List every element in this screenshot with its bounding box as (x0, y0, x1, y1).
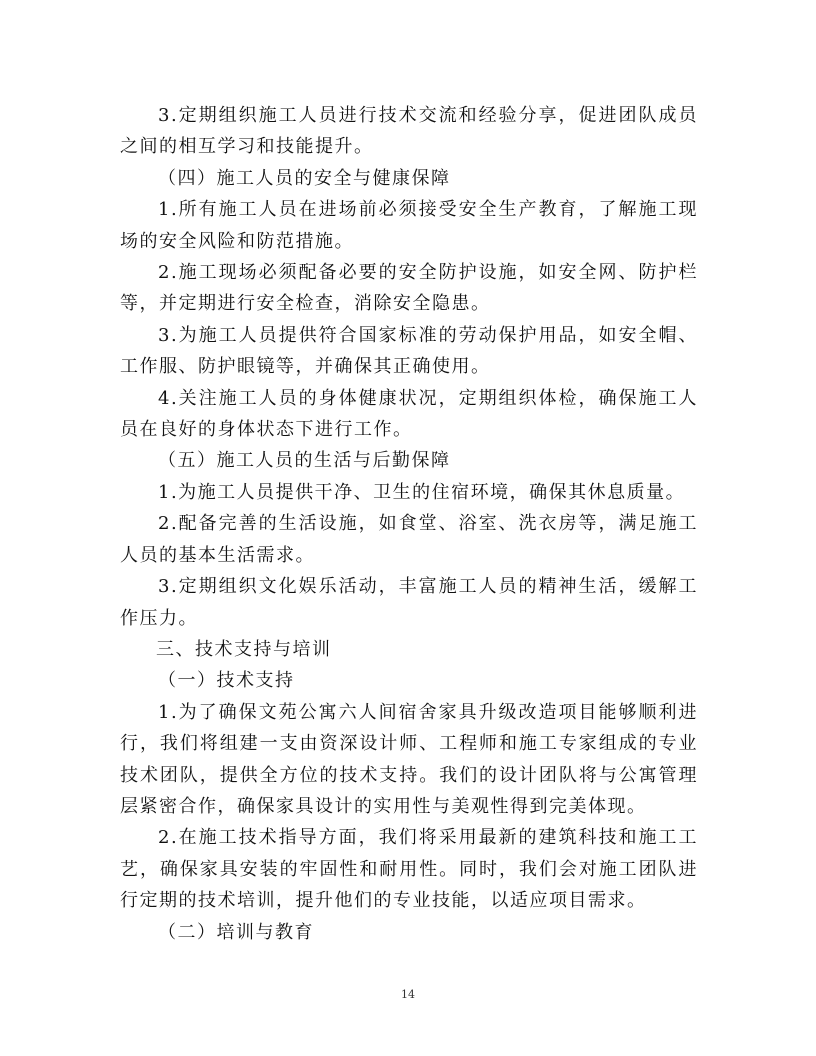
document-body (120, 100, 698, 948)
paragraph-tech-1: 1.为了确保文苑公寓六人间宿舍家具升级改造项目能够顺利进行，我们将组建一支由资深设计师、工程师和施工专家组成的专业技术团队，提供全方位的技术支持。我们的设计团队将与公寓管理层紧密合作，确保家具设计的实用性与美观性得到完美体现。 (120, 701, 698, 817)
section-heading-living: （五）施工人员的生活与后勤保障 (158, 450, 451, 472)
paragraph-safety-4: 4.关注施工人员的身体健康状况，定期组织体检，确保施工人员在良好的身体状态下进行工作。 (120, 387, 698, 441)
chapter-heading-tech-support-training: 三、技术支持与培训 (156, 638, 332, 660)
paragraph-knowledge-sharing: 3.定期组织施工人员进行技术交流和经验分享，促进团队成员之间的相互学习和技能提升。 (120, 105, 698, 158)
paragraph-living-2: 2.配备完善的生活设施，如食堂、浴室、洗衣房等，满足施工人员的基本生活需求。 (120, 513, 698, 566)
paragraph-safety-2: 2.施工现场必须配备必要的安全防护设施，如安全网、防护栏等，并定期进行安全检查，消除安全隐患。 (120, 262, 698, 315)
section-heading-tech-support: （一）技术支持 (158, 670, 295, 692)
paragraph-tech-2: 2.在施工技术指导方面，我们将采用最新的建筑科技和施工工艺，确保家具安装的牢固性和耐用性。同时，我们会对施工团队进行定期的技术培训，提升他们的专业技能，以适应项目需求。 (120, 827, 698, 912)
paragraph-safety-1: 1.所有施工人员在进场前必须接受安全生产教育，了解施工现场的安全风险和防范措施。 (120, 199, 698, 252)
paragraph-safety-3: 3.为施工人员提供符合国家标准的劳动保护用品，如安全帽、工作服、防护眼镜等，并确保其正确使用。 (120, 324, 698, 378)
paragraph-living-1: 1.为施工人员提供干净、卫生的住宿环境，确保其休息质量。 (158, 481, 686, 503)
section-heading-training: （二）培训与教育 (158, 921, 314, 943)
page-number: 14 (401, 988, 415, 1001)
section-heading-safety: （四）施工人员的安全与健康保障 (158, 167, 451, 189)
paragraph-living-3: 3.定期组织文化娱乐活动，丰富施工人员的精神生活，缓解工作压力。 (120, 576, 698, 629)
